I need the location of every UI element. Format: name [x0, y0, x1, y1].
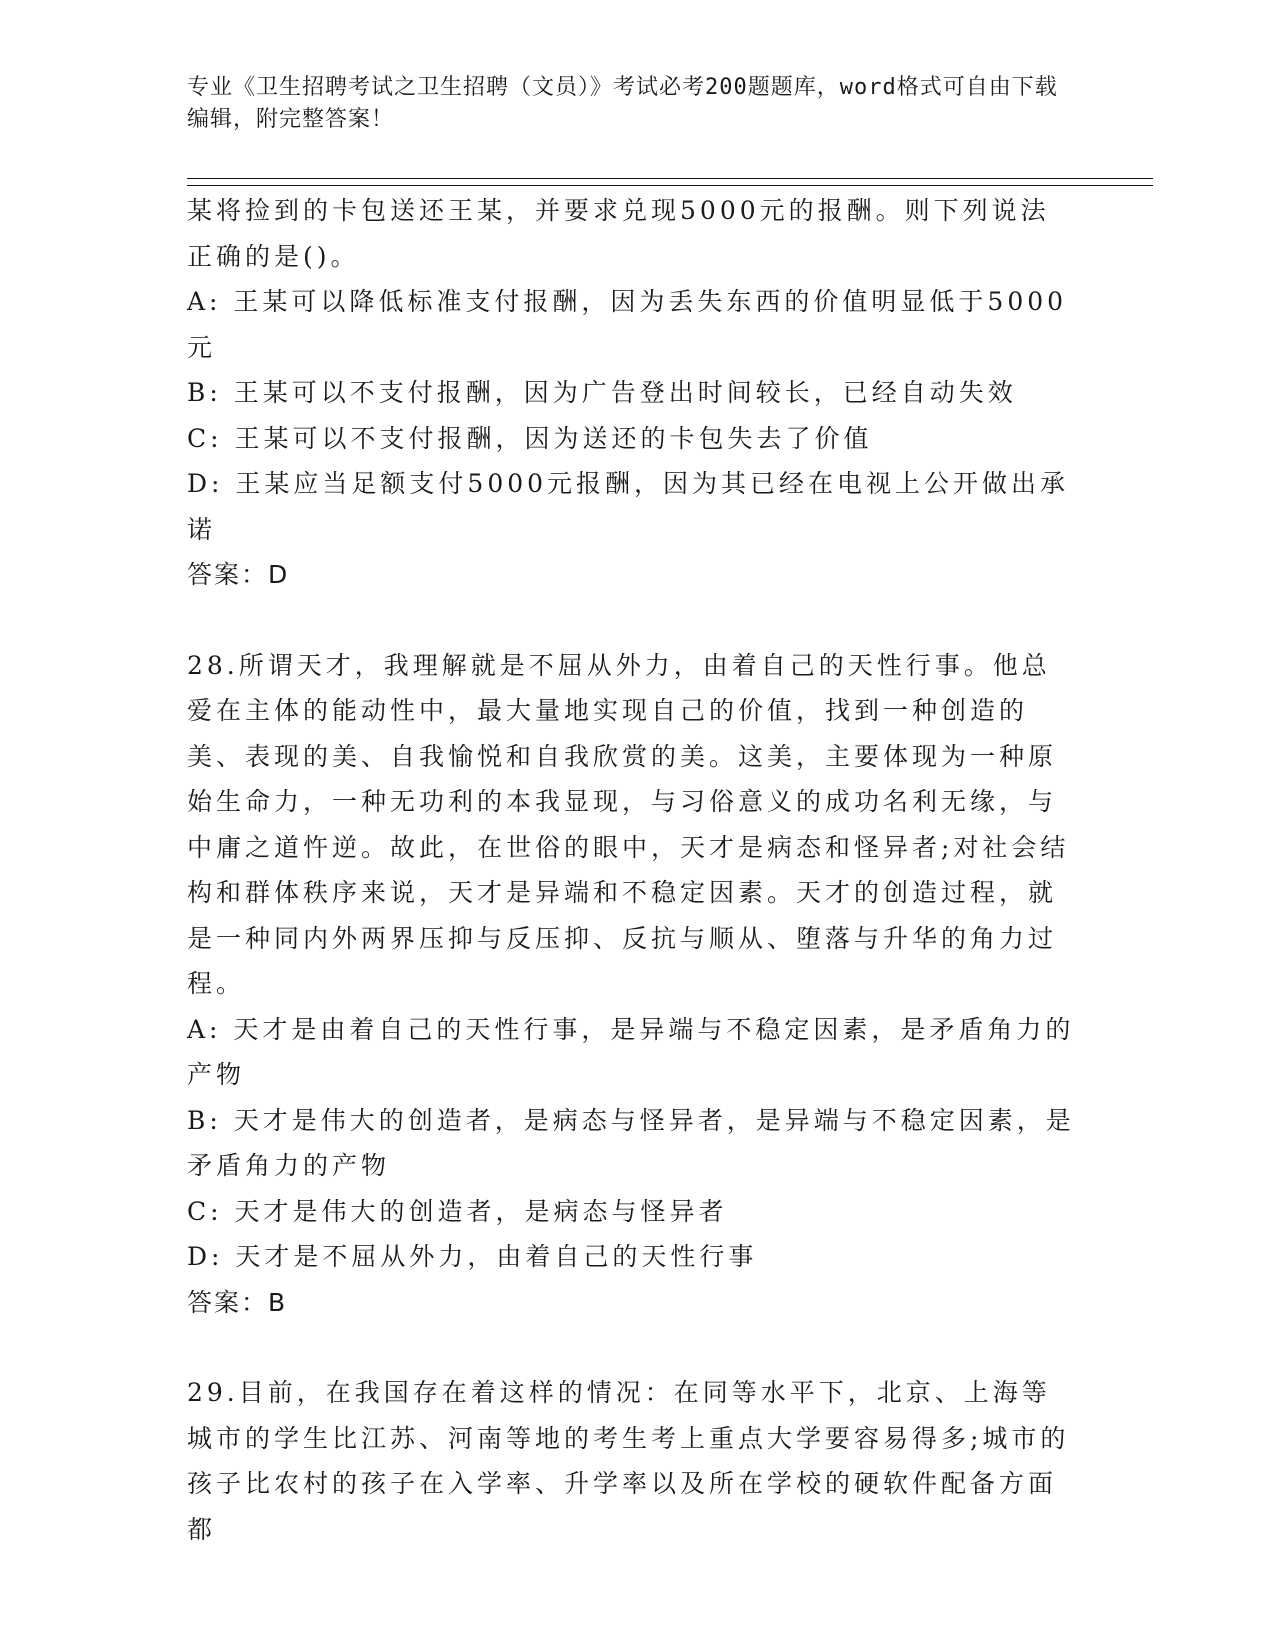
question-stem: 29.目前，在我国存在着这样的情况：在同等水平下，北京、上海等城市的学生比江苏、河南等地的考生考上重点大学要容易得多;城市的孩子比农村的孩子在入学率、升学率以及所在学校的硬软件配备方面都 [187, 1378, 1070, 1544]
document-body [187, 188, 1077, 1552]
option-b: B: 天才是伟大的创造者，是病态与怪异者，是异端与不稳定因素，是矛盾角力的产物 [187, 1105, 1075, 1180]
header-title: 专业《卫生招聘考试之卫生招聘（文员）》考试必考200题题库，word格式可自由下载编辑，附完整答案！ [187, 75, 1058, 132]
header-rule-top [187, 178, 1153, 179]
option-d: D: 王某应当足额支付5000元报酬，因为其已经在电视上公开做出承诺 [187, 469, 1070, 544]
document-header [187, 72, 1067, 136]
question-stem: 28.所谓天才，我理解就是不屈从外力，由着自己的天性行事。他总爱在主体的能动性中，最大量地实现自己的价值，找到一种创造的美、表现的美、自我愉悦和自我欣赏的美。这美，主要体现为一种原始生命力，一种无功利的本我显现，与习俗意义的成功名利无缘，与中庸之道忤逆。故此，在世俗的眼中，天才是病态和怪异者;对社会结构和群体秩序来说，天才是异端和不稳定因素。天才的创造过程，就是一种同内外两界压抑与反压抑、反抗与顺从、堕落与升华的角力过程。 [187, 650, 1070, 998]
question-stem: 某将捡到的卡包送还王某，并要求兑现5000元的报酬。则下列说法正确的是()。 [187, 196, 1050, 271]
header-rule-bottom [187, 185, 1153, 186]
spacer [187, 1325, 1077, 1370]
option-c: C: 天才是伟大的创造者，是病态与怪异者 [187, 1196, 728, 1226]
spacer [187, 598, 1077, 643]
question-block [187, 643, 1077, 1326]
answer-line: 答案：B [187, 1287, 288, 1317]
answer-line: 答案：D [187, 560, 290, 589]
question-block [187, 1370, 1077, 1552]
option-a: A: 王某可以降低标准支付报酬，因为丢失东西的价值明显低于5000元 [187, 287, 1068, 362]
option-d: D: 天才是不屈从外力，由着自己的天性行事 [187, 1242, 758, 1271]
option-c: C: 王某可以不支付报酬，因为送还的卡包失去了价值 [187, 423, 873, 453]
option-a: A: 天才是由着自己的天性行事，是异端与不稳定因素，是矛盾角力的产物 [187, 1014, 1075, 1089]
option-b: B: 王某可以不支付报酬，因为广告登出时间较长，已经自动失效 [187, 378, 1017, 407]
question-block [187, 188, 1077, 598]
